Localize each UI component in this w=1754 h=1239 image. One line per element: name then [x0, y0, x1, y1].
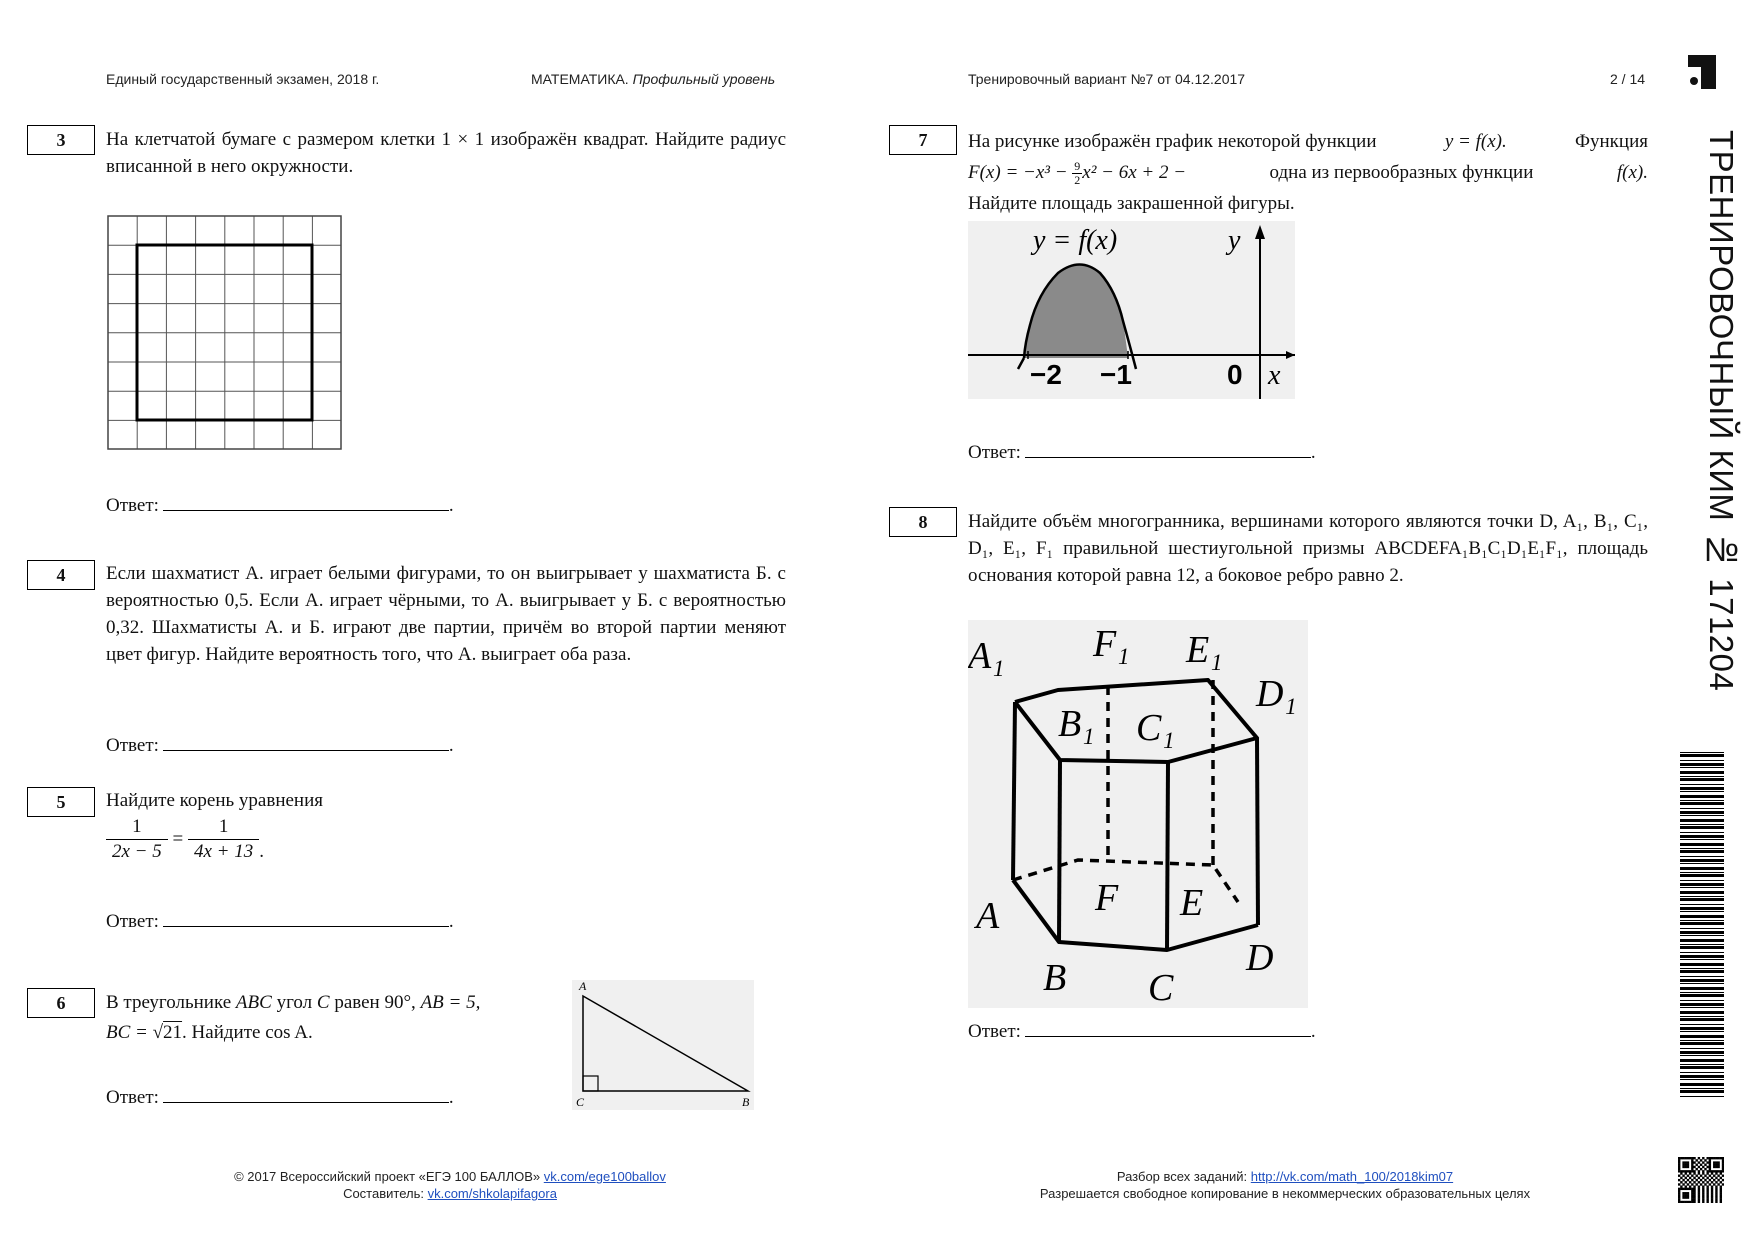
- t7-Fx: F(x) = −x³ −: [968, 162, 1068, 183]
- t7-fx: f(x).: [1616, 162, 1648, 183]
- logo-icon: [1688, 55, 1716, 89]
- header-subject-name: МАТЕМАТИКА.: [531, 71, 629, 87]
- footer-link-solutions[interactable]: http://vk.com/math_100/2018kim07: [1250, 1169, 1454, 1184]
- side-title: ТРЕНИРОВОЧНЫЙ КИМ № 171204: [1703, 130, 1740, 692]
- t7-Fx2: x² − 6x + 2 −: [1082, 162, 1187, 183]
- t6-c2: равен 90°,: [334, 992, 416, 1013]
- t7-graph-o: 0: [1227, 359, 1243, 390]
- task-6-answer-field[interactable]: [163, 1082, 449, 1103]
- task-5-equation: $\frac{1}{2x - 5}$ = $\frac{1}{4x + 13}$ .: [106, 815, 264, 864]
- t8-label-F1: F₁: [1093, 623, 1130, 665]
- task-3-answer: Ответ: .: [106, 490, 454, 517]
- task-4-text: Если шахматист А. играет белыми фигурами, то он выигрывает у шахматиста Б. с вероятностью 0,5. Если А. играет чёрными, то А. выигрывает у Б. с вероятностью 0,32. Шахматисты А. и Б. играют две партии, причём во второй партии меняют цвет фигур. Найдите вероятность того, что А. выиграет оба раза.: [106, 563, 786, 665]
- t6-a: В треугольнике: [106, 992, 232, 1013]
- answer-label: Ответ:: [106, 911, 159, 932]
- footer-copyright: © 2017 Всероссийский проект «ЕГЭ 100 БАЛЛОВ»: [234, 1169, 541, 1184]
- task-7-text: [968, 126, 1648, 219]
- answer-label: Ответ:: [968, 442, 1021, 463]
- eq-num-1: 1: [106, 815, 168, 840]
- answer-label: Ответ:: [106, 1087, 159, 1108]
- task-8-answer-field[interactable]: [1025, 1016, 1311, 1037]
- task-5-answer-field[interactable]: [163, 906, 449, 927]
- t8-label-B: B: [1043, 957, 1067, 999]
- task-6-answer: Ответ: .: [106, 1082, 454, 1109]
- task-8-text: Найдите объём многогранника, вершинами которого являются точки D, A₁, B₁, C₁, D₁, E₁, F₁ правильной шестиугольной призмы ABCDEFA₁B₁C₁D₁E₁F₁, площадь основания которой равна 12, а боковое ребро равно 2.: [968, 511, 1648, 586]
- answer-label: Ответ:: [106, 495, 159, 516]
- t8-label-E1: E₁: [1186, 629, 1223, 671]
- t7-line1: На рисунке изображён график некоторой функции: [968, 131, 1377, 152]
- footer-link-author[interactable]: vk.com/shkolapifagora: [427, 1186, 557, 1201]
- t6-abc: ABC: [235, 992, 272, 1013]
- footer-left: [150, 1168, 750, 1202]
- task-4-answer: Ответ: .: [106, 730, 454, 757]
- t7-graph-y: y: [1228, 225, 1241, 256]
- eq-num-2: 1: [188, 815, 259, 840]
- answer-label: Ответ:: [106, 735, 159, 756]
- task-8-prism-figure: [968, 620, 1308, 1008]
- task-8-number: 8: [889, 507, 957, 537]
- task-5-answer: Ответ: .: [106, 906, 454, 933]
- header-page: 2 / 14: [1610, 71, 1646, 87]
- t7-graph-m1: −1: [1100, 359, 1132, 390]
- t8-label-A1: A₁: [968, 635, 1005, 677]
- t8-label-C: C: [1148, 967, 1174, 1008]
- eq-den-2: 4x + 13: [193, 841, 254, 862]
- task-6-text: В треугольнике ABC угол C равен 90°, AB = 5, BC = √21. Найдите cos A.: [106, 992, 481, 1043]
- eq-den-1: 2x − 5: [112, 841, 162, 862]
- task-3-number: 3: [27, 125, 95, 155]
- footer-author-label: Составитель:: [343, 1186, 424, 1201]
- t7-graph-label: y = f(x): [1033, 225, 1118, 256]
- task-7-number: 7: [889, 125, 957, 155]
- task-8-answer: Ответ: .: [968, 1016, 1316, 1043]
- task-5-text: Найдите корень уравнения: [106, 790, 324, 811]
- t6-c: C: [316, 992, 330, 1013]
- task-3-text: На клетчатой бумаге с размером клетки 1 × 1 изображён квадрат. Найдите радиус вписанной в него окружности.: [106, 129, 786, 177]
- header-level: Профильный уровень: [632, 71, 776, 87]
- t6-label-c: C: [576, 1095, 585, 1109]
- t6-ab: AB = 5,: [420, 992, 481, 1013]
- task-3-grid-figure: [107, 215, 343, 451]
- footer-right: [980, 1168, 1590, 1202]
- header-variant: Тренировочный вариант №7 от 04.12.2017: [968, 71, 1246, 87]
- t8-label-D1: D₁: [1256, 673, 1297, 715]
- t7-frac-n: 9: [1074, 159, 1081, 174]
- t7-line1b: Функция: [1575, 131, 1648, 152]
- t8-label-E: E: [1180, 882, 1204, 924]
- header-exam: Единый государственный экзамен, 2018 г.: [106, 71, 380, 87]
- t7-graph-x: x: [1268, 360, 1281, 391]
- t8-label-A: A: [976, 895, 1000, 937]
- task-7-answer: Ответ: .: [968, 437, 1316, 464]
- task-6-number: 6: [27, 988, 95, 1018]
- t7-graph-m2: −2: [1030, 359, 1062, 390]
- task-4-answer-field[interactable]: [163, 730, 449, 751]
- header-subject: [531, 71, 775, 87]
- t8-label-F: F: [1095, 877, 1119, 919]
- task-6-triangle-figure: [572, 980, 754, 1110]
- task-4-number: 4: [27, 560, 95, 590]
- t8-label-C1: C₁: [1136, 707, 1175, 749]
- t7-line2b: одна из первообразных функции: [1269, 162, 1534, 183]
- task-5-number: 5: [27, 787, 95, 817]
- t7-line3: Найдите площадь закрашенной фигуры.: [968, 193, 1295, 214]
- t6-b: угол: [276, 992, 313, 1013]
- t7-frac-d: 2: [1074, 173, 1081, 188]
- t7-yf: y = f(x).: [1444, 131, 1507, 152]
- qr-code: [1678, 1157, 1724, 1203]
- barcode: [1680, 752, 1724, 1100]
- t6-label-b: B: [742, 1095, 750, 1109]
- t8-label-D: D: [1246, 937, 1274, 979]
- task-3-answer-field[interactable]: [163, 490, 449, 511]
- t6-sqrt: 21: [163, 1022, 183, 1043]
- footer-solutions-label: Разбор всех заданий:: [1116, 1169, 1248, 1184]
- footer-license: Разрешается свободное копирование в некоммерческих образовательных целях: [1039, 1186, 1531, 1201]
- t6-label-a: A: [579, 980, 587, 993]
- t6-d: . Найдите cos A.: [182, 1022, 313, 1043]
- task-7-answer-field[interactable]: [1025, 437, 1311, 458]
- t6-bc: BC =: [106, 1022, 153, 1043]
- answer-label: Ответ:: [968, 1021, 1021, 1042]
- footer-link-ege100[interactable]: vk.com/ege100ballov: [543, 1169, 666, 1184]
- task-7-graph-figure: [968, 221, 1295, 399]
- t8-label-B1: B₁: [1058, 703, 1095, 745]
